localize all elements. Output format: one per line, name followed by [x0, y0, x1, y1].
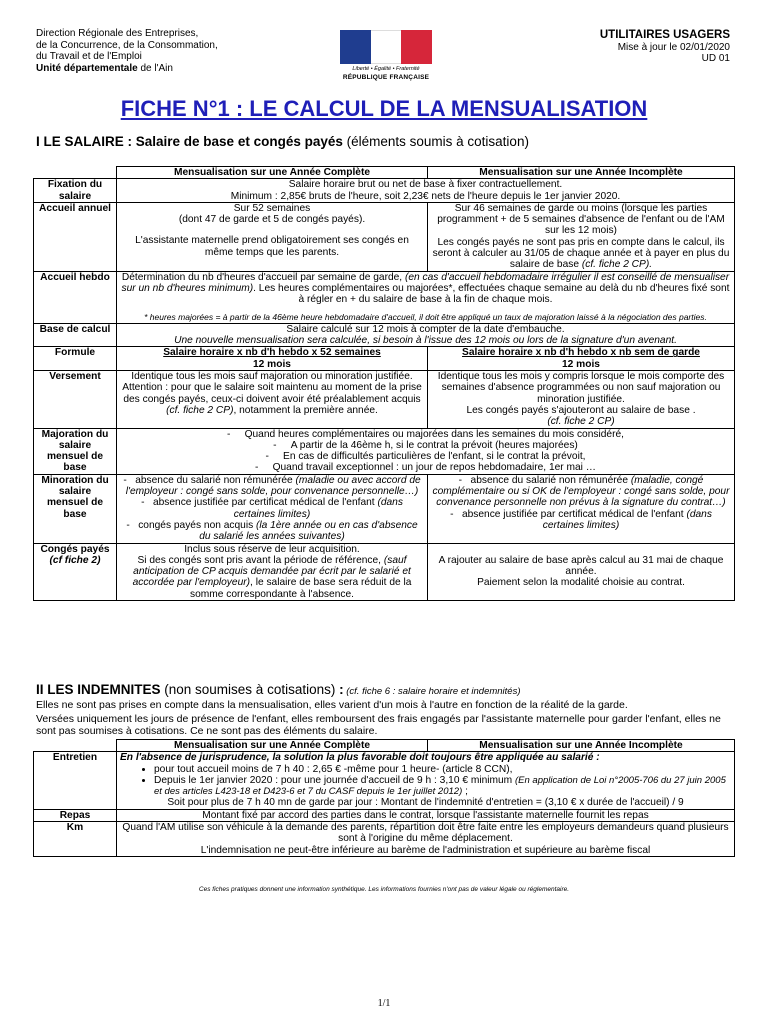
unit-rest: de l'Ain: [137, 62, 173, 74]
list-item-text: Quand travail exceptionnel : un jour de repos hebdomadaire, 1er mai …: [272, 462, 596, 474]
table-row: [34, 323, 735, 347]
section-1-heading: [36, 134, 529, 149]
section-2-bold: II LES INDEMNITES: [36, 682, 161, 697]
row-label: Accueil annuel: [34, 202, 117, 271]
list-item: [154, 764, 731, 775]
page-title: FICHE N°1 : LE CALCUL DE LA MENSUALISATION: [120, 96, 648, 121]
formule-incomplete-cell: [428, 347, 735, 371]
list-item-text: pour tout accueil moins de 7 h 40 : 2,65 € -même pour 1 heure- (article 8 CCN),: [154, 763, 513, 775]
tricolor-flag-icon: [340, 30, 432, 64]
cell-text: Une nouvelle mensualisation sera calculée, si besoin à l'issue des 12 mois ou lors de la signature d'un avenant.: [174, 335, 677, 347]
fixation-cell: [117, 179, 735, 203]
salary-table: [33, 166, 735, 601]
table-row: [34, 202, 735, 271]
cell-text: Salaire calculé sur 12 mois à compter de la date d'embauche.: [286, 323, 565, 335]
paragraph: Versées uniquement les jours de présence de l'enfant, elles remboursent des frais engagés par l'assistante maternelle pour garder l'enfant, elles ne sont pas soumises à cotisations. Ce ne sont pas des éléments du salaire.: [36, 713, 721, 737]
page-number: 1/1: [377, 998, 391, 1009]
table-row: [34, 809, 735, 821]
cell-text: Sur 52 semaines: [233, 202, 311, 214]
table-row: [34, 474, 735, 543]
cell-text: Identique tous les mois y compris lorsque le mois comporte des semaines d'absence programmées ou non sauf majoration ou minoration justifiée.: [437, 371, 725, 405]
row-label: Congés payés: [40, 543, 110, 555]
paragraph: Elles ne sont pas prises en compte dans la mensualisation, elles varient d'un mois à l'autre en fonction de la réalité de la garde.: [36, 699, 628, 711]
cell-ref: (cf. fiche 2 CP): [547, 416, 615, 428]
section-2-colon: :: [339, 682, 344, 697]
col-header-complete: Mensualisation sur une Année Complète: [117, 167, 428, 179]
cell-text: . Les heures complémentaires ou majorées*, effectuées chaque semaine au delà du nb d'heures fixé sont à régler en + du salaire de base à la fin de chaque mois.: [253, 282, 730, 306]
list-item: - A partir de la 46ème h, si le contrat la prévoit (heures majorées): [273, 439, 578, 451]
indemnities-table: [33, 739, 735, 857]
section-1-bold: I LE SALAIRE : Salaire de base et congés payés: [36, 134, 343, 149]
list-item-note: (dans certaines limites): [233, 497, 403, 520]
versement-complete-cell: [117, 371, 428, 428]
row-label: Repas: [34, 809, 117, 821]
row-label: Formule: [34, 347, 117, 371]
row-label-cell: [34, 543, 117, 600]
hebdo-cell: [117, 271, 735, 323]
repas-cell: Montant fixé par accord des parties dans le contrat, lorsque l'assistante maternelle fournit les repas: [117, 809, 735, 821]
formula-numerator: Salaire horaire x nb d'h hebdo x nb sem de garde: [462, 347, 700, 359]
table-row: [34, 822, 735, 857]
row-label: Minoration du salaire mensuel de base: [34, 474, 117, 543]
org-line: Direction Régionale des Entreprises,: [36, 28, 199, 39]
cell-text: Si des congés sont pris avant la période de référence,: [137, 554, 384, 566]
entretien-formula: Soit pour plus de 7 h 40 mn de garde par jour : Montant de l'indemnité d'entretien = (3,10 € x durée de l'accueil) / 9: [167, 797, 684, 809]
cell-text: Paiement selon la modalité choisie au contrat.: [477, 577, 685, 589]
table-row: [34, 371, 735, 428]
cell-text: Détermination du nb d'heures d'accueil par semaine de garde,: [121, 271, 405, 283]
row-label-ref: (cf fiche 2): [49, 554, 101, 566]
row-label: Majoration du salaire mensuel de base: [34, 428, 117, 474]
cell-ref: (cf. fiche 2 CP): [166, 404, 234, 416]
cell-text: Inclus sous réserve de leur acquisition.: [184, 543, 360, 555]
list-item-text: absence justifiée par certificat médical de l'enfant: [461, 508, 687, 520]
km-cell: [117, 822, 735, 857]
entretien-lead: En l'absence de jurisprudence, la solution la plus favorable doit toujours être appliquée au salarié :: [120, 752, 600, 764]
formula-denominator: 12 mois: [562, 358, 600, 370]
formula-denominator: 12 mois: [253, 358, 291, 370]
table-row: [34, 428, 735, 474]
row-label: Fixation du salaire: [34, 179, 117, 203]
cell-text: , notamment la première année.: [233, 404, 378, 416]
minoration-complete-cell: [117, 474, 428, 543]
cell-ref: (cf. fiche 2 CP).: [579, 259, 653, 271]
list-item-text: absence du salarié non rémunérée: [470, 474, 631, 486]
list-item-text: A partir de la 46ème h, si le contrat la prévoit (heures majorées): [290, 439, 578, 451]
cell-text: Identique tous les mois sauf majoration ou minoration justifiée. Attention : pour que le salaire soit maintenu au moment de la prise des congés payés, ceux-ci doivent avoir été préalablement acquis: [122, 371, 422, 405]
section-2-rest: (non soumises à cotisations): [160, 682, 340, 697]
cell-note: (sauf anticipation de CP acquis demandée par écrit par le salarié et accordée par l'employeur): [132, 554, 411, 589]
cell-text: Les congés payés ne sont pas pris en compte dans le calcul, ils seront à calculer au 31/05 de chaque année et à payer en plus du salaire de base: [432, 236, 730, 271]
list-item-text: congés payés non acquis: [138, 519, 257, 531]
cell-text: L'indemnisation ne peut-être inférieure au barème de l'administration et supérieure au barème fiscal: [200, 844, 651, 856]
list-item-note: (maladie, congé complémentaire ou si OK de l'employeur : congé sans solde, pour convenance personnelle non prévus à la signature du contrat…): [432, 474, 730, 509]
list-item-text: ;: [462, 786, 468, 798]
base-cell: [117, 323, 735, 347]
versement-incomplete-cell: [428, 371, 735, 428]
annuel-complete-cell: [117, 202, 428, 271]
footnote: Ces fiches pratiques donnent une information synthétique. Les informations fournies n'ont pas de valeur légale ou réglementaire.: [198, 886, 570, 893]
list-item: - absence justifiée par certificat médical de l'enfant (dans certaines limites): [141, 497, 403, 520]
formula-numerator: Salaire horaire x nb d'h hebdo x 52 semaines: [163, 347, 381, 359]
section-2-note: (cf. fiche 6 : salaire horaire et indemnités): [343, 686, 521, 697]
doc-info: [600, 30, 730, 65]
list-item-text: Depuis le 1er janvier 2020 : pour une journée d'accueil de 9 h : 3,10 € minimum: [154, 774, 515, 786]
list-item-text: absence justifiée par certificat médical de l'enfant: [152, 497, 378, 509]
unit-bold: Unité départementale: [36, 62, 138, 74]
doc-code: UD 01: [701, 53, 730, 64]
majoration-cell: [117, 428, 735, 474]
logo-motto: Liberté • Égalité • Fraternité: [352, 66, 420, 72]
cell-text: Sur 46 semaines de garde ou moins (lorsque les parties programment + de 5 semaines d'absence de l'enfant ou de l'AM sur les 12 mois): [437, 202, 725, 237]
list-item: - En cas de difficultés particulières de l'enfant, si le contrat la prévoit,: [265, 451, 586, 463]
row-label: Km: [34, 822, 117, 857]
org-block: [36, 28, 218, 74]
table-row: [34, 752, 735, 809]
logo-republique: RÉPUBLIQUE FRANÇAISE: [342, 74, 430, 81]
list-item-note: (dans certaines limites): [542, 508, 712, 531]
table-row: [34, 271, 735, 323]
list-item-note: (maladie ou avec accord de l'employeur : congé sans solde, pour convenance personnelle…): [125, 474, 421, 498]
cell-text: (dont 47 de garde et 5 de congés payés).: [178, 214, 366, 226]
col-header-incomplete: Mensualisation sur une Année Incomplète: [428, 740, 735, 752]
cell-note: (en cas d'accueil hebdomadaire irrégulier il est conseillé de mensualiser sur un nb d'heures minimum): [121, 271, 730, 294]
row-label: Entretien: [34, 752, 117, 809]
row-label: Versement: [34, 371, 117, 428]
cell-text: Quand l'AM utilise son véhicule à la demande des parents, répartition doit être faite entre les employeurs demandeurs quand plusieurs sont à l'origine du même déplacement.: [122, 822, 729, 845]
unit-line: [36, 63, 218, 75]
org-line: de la Concurrence, de la Consommation,: [36, 39, 218, 51]
list-item-note: (En application de Loi n°2005-706 du 27 juin 2005 et des articles L423-18 et D423-6 et 7 du CASF depuis le 1er juillet 2012): [154, 774, 726, 798]
list-item: - Quand heures complémentaires ou majorées dans les semaines du mois considéré,: [227, 428, 624, 440]
row-label: Accueil hebdo: [34, 271, 117, 323]
cell-text: L'assistante maternelle prend obligatoirement ses congés en même temps que les parents.: [135, 235, 409, 258]
table-row: [34, 347, 735, 371]
list-item: - absence du salarié non rémunérée (maladie, congé complémentaire ou si OK de l'employeur : congé sans solde, pour convenance personnelle non prévus à la signature du contrat…): [432, 474, 730, 509]
marianne-logo: [340, 30, 432, 86]
formule-complete-cell: [117, 347, 428, 371]
list-item-text: absence du salarié non rémunérée: [135, 474, 296, 486]
table-row: [34, 179, 735, 203]
doc-category: UTILITAIRES USAGERS: [599, 29, 730, 41]
cell-text: Les congés payés s'ajouteront au salaire de base .: [466, 404, 696, 416]
col-header-complete: Mensualisation sur une Année Complète: [117, 740, 428, 752]
list-item: - absence du salarié non rémunérée (maladie ou avec accord de l'employeur : congé sans solde, pour convenance personnelle…): [123, 474, 421, 498]
row-label: Base de calcul: [34, 323, 117, 347]
list-item: - absence justifiée par certificat médical de l'enfant (dans certaines limites): [450, 508, 712, 531]
table-row: [34, 543, 735, 600]
conges-complete-cell: [117, 543, 428, 600]
org-line: du Travail et de l'Emploi: [36, 51, 142, 62]
majoration-note: * heures majorées = à partir de la 46ème heure hebdomadaire d'accueil, il doit être appliqué un taux de majoration laissé à la négociation des parties.: [144, 311, 707, 322]
list-item-note: (la 1ère année ou en cas d'absence du salarié les années suivantes): [199, 519, 418, 543]
cell-text: , le salaire de base sera réduit de la somme correspondante à l'absence.: [190, 577, 412, 600]
minoration-incomplete-cell: [428, 474, 735, 543]
cell-text: Salaire horaire brut ou net de base à fixer contractuellement.: [288, 179, 563, 191]
list-item: [154, 775, 731, 798]
cell-text: Minimum : 2,85€ bruts de l'heure, soit 2,23€ nets de l'heure depuis le 1er janvier 2020.: [230, 190, 621, 202]
list-item-text: En cas de difficultés particulières de l'enfant, si le contrat la prévoit,: [283, 451, 586, 463]
update-date: Mise à jour le 02/01/2020: [617, 41, 730, 53]
entretien-cell: [117, 752, 735, 809]
section-2-heading: [36, 682, 521, 697]
list-item: - congés payés non acquis (la 1ère année ou en cas d'absence du salarié les années suivantes): [126, 519, 418, 543]
conges-incomplete-cell: [428, 543, 735, 600]
cell-text: A rajouter au salaire de base après calcul au 31 mai de chaque année.: [438, 554, 724, 578]
col-header-incomplete: Mensualisation sur une Année Incomplète: [428, 167, 735, 179]
section-1-rest: (éléments soumis à cotisation): [342, 134, 529, 149]
list-item-text: Quand heures complémentaires ou majorées dans les semaines du mois considéré,: [244, 428, 624, 440]
annuel-incomplete-cell: [428, 202, 735, 271]
list-item: - Quand travail exceptionnel : un jour de repos hebdomadaire, 1er mai …: [255, 462, 596, 474]
